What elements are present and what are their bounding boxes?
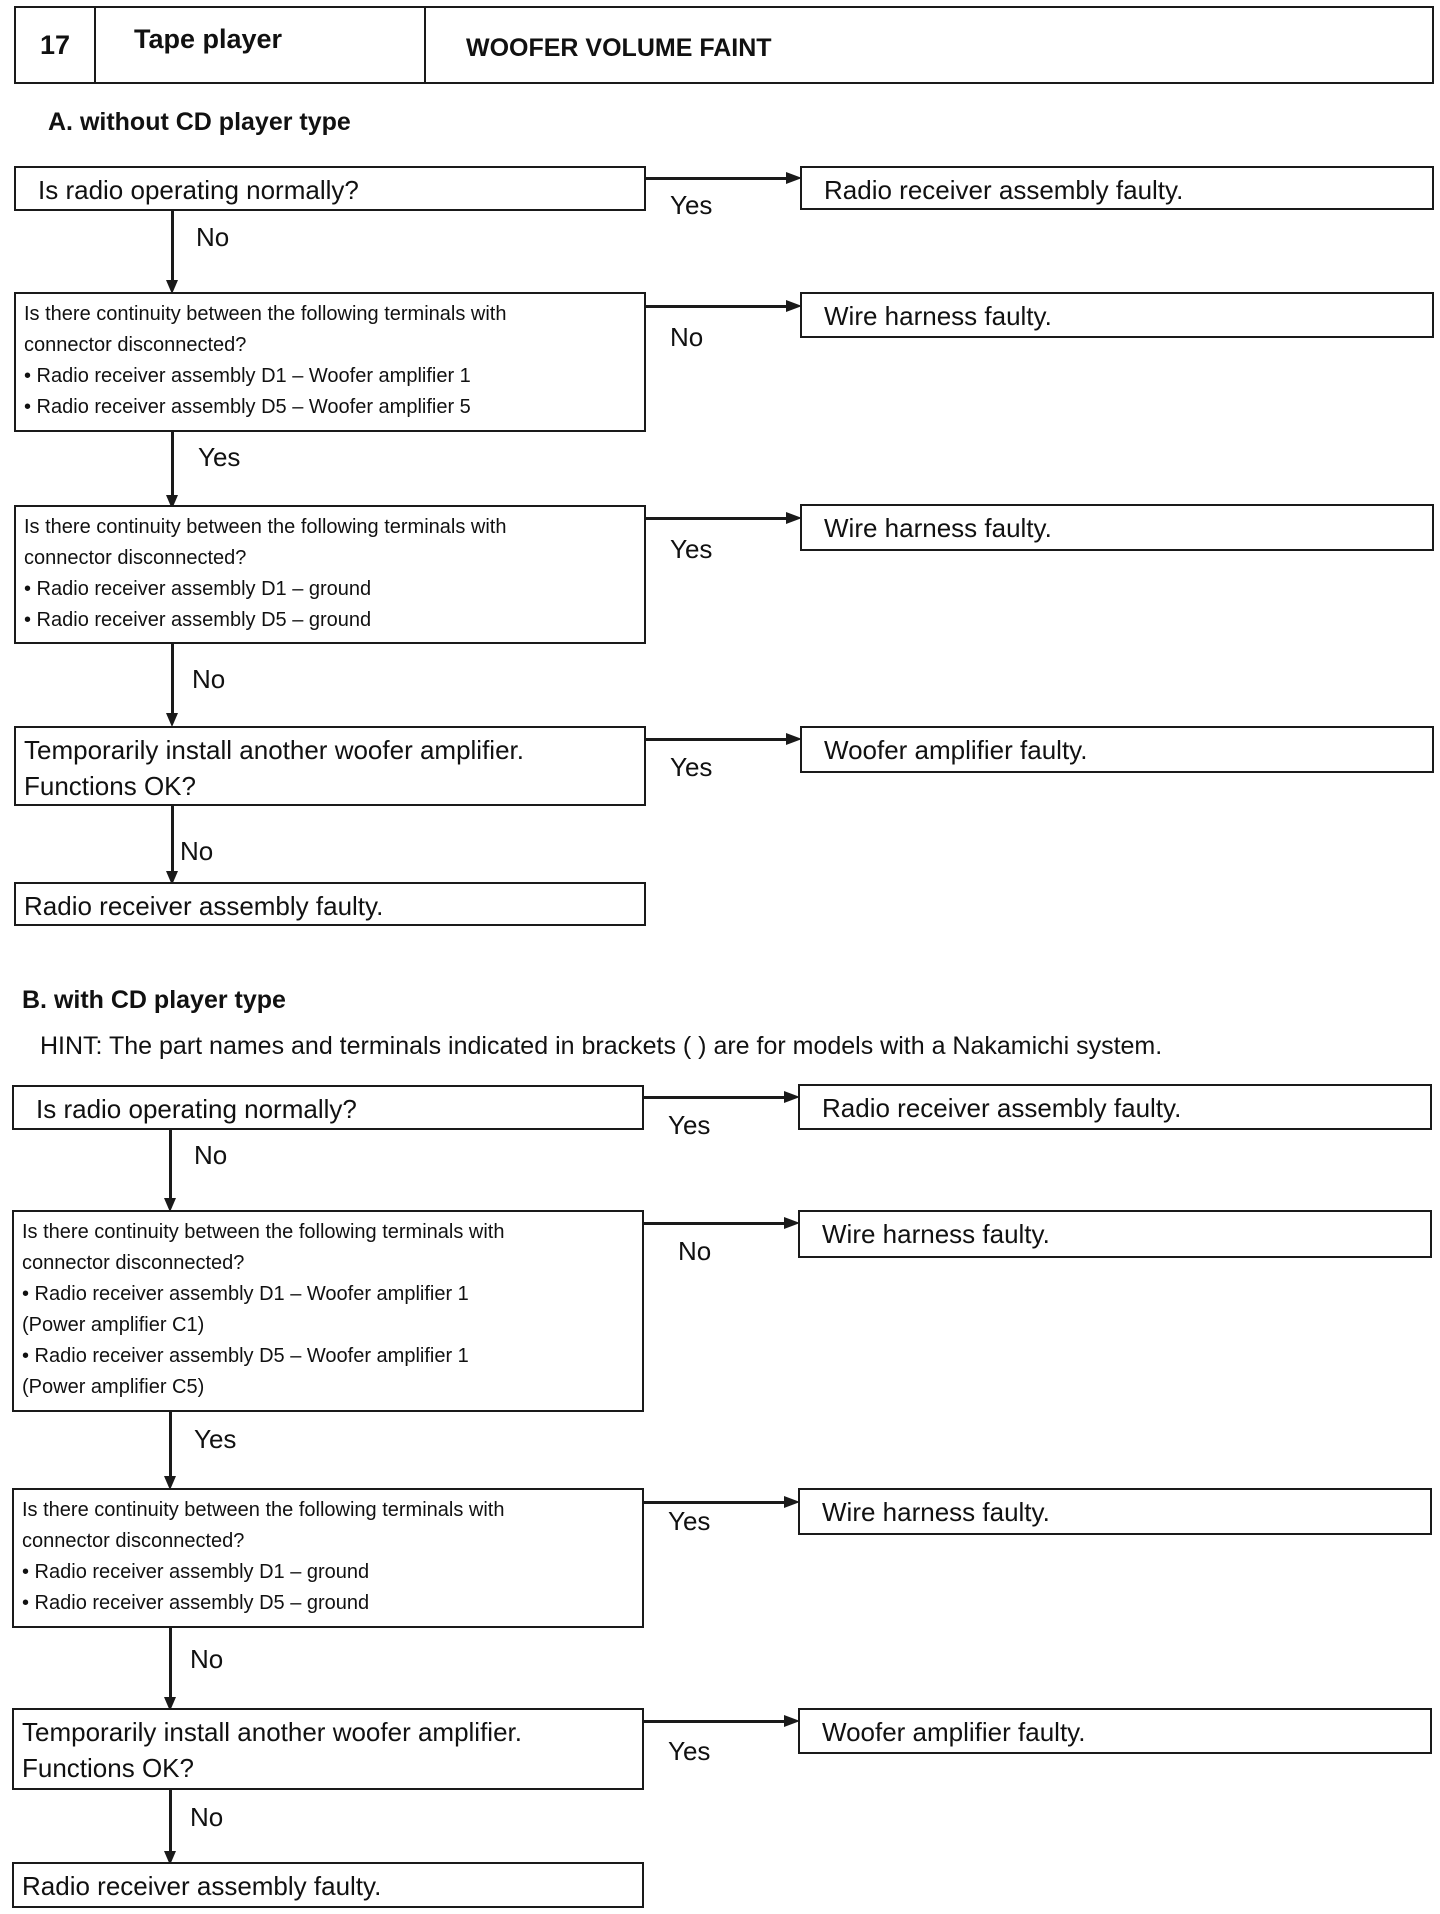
b-q3-no-line xyxy=(169,1628,172,1702)
b-q1-no-label: No xyxy=(194,1140,228,1170)
a-q3-yes-label: Yes xyxy=(670,534,713,564)
b-question-continuity-woofer xyxy=(12,1210,644,1412)
a-q2-yes-line xyxy=(171,432,174,500)
b-q1-no-line xyxy=(169,1130,172,1203)
a-q3-line-4: • Radio receiver assembly D5 – ground xyxy=(24,609,372,631)
section-b-title: B. with CD player type xyxy=(22,986,286,1014)
b-q3-line-2: connector disconnected? xyxy=(22,1530,245,1552)
a-q4-yes-label: Yes xyxy=(670,752,713,782)
a-q2-no-arrow-line xyxy=(646,305,796,308)
a-q1-yes-arrow-line xyxy=(646,177,796,180)
b-q1-text: Is radio operating normally? xyxy=(36,1094,357,1124)
a-r4-text: Woofer amplifier faulty. xyxy=(824,735,1088,765)
a-q1-no-line xyxy=(171,211,174,285)
b-question-radio-normal xyxy=(12,1085,644,1130)
b-q4-no-label: No xyxy=(190,1802,224,1832)
header-bar xyxy=(14,6,1434,84)
a-result-radio-receiver-faulty-1 xyxy=(800,166,1434,210)
a-final-text: Radio receiver assembly faulty. xyxy=(24,891,384,921)
b-q1-yes-arrow-line xyxy=(644,1096,794,1099)
a-q2-line-1: Is there continuity between the following terminals with xyxy=(24,303,507,325)
b-q3-yes-label: Yes xyxy=(668,1506,711,1536)
a-question-continuity-woofer xyxy=(14,292,646,432)
b-q2-line-5: • Radio receiver assembly D5 – Woofer amplifier 1 xyxy=(22,1345,469,1367)
a-q2-no-label: No xyxy=(670,322,704,352)
b-q3-line-4: • Radio receiver assembly D5 – ground xyxy=(22,1592,370,1614)
b-q4-no-line xyxy=(169,1790,172,1856)
a-q4-no-line xyxy=(171,806,174,876)
a-result-woofer-amplifier-faulty xyxy=(800,726,1434,773)
b-result-radio-receiver-faulty-1 xyxy=(798,1084,1432,1130)
b-q2-no-arrow-line xyxy=(644,1222,794,1225)
a-q4-yes-arrow-line xyxy=(646,738,796,741)
b-final-text: Radio receiver assembly faulty. xyxy=(22,1871,382,1901)
header-number xyxy=(16,8,96,82)
a-result-radio-receiver-faulty-final xyxy=(14,882,646,926)
b-r3-text: Wire harness faulty. xyxy=(822,1497,1050,1527)
b-q4-line-2: Functions OK? xyxy=(22,1753,194,1783)
b-q2-line-1: Is there continuity between the following terminals with xyxy=(22,1221,505,1243)
header-symptom-text: WOOFER VOLUME FAINT xyxy=(466,33,772,62)
a-q4-line-1: Temporarily install another woofer amplifier. xyxy=(24,735,524,765)
header-symptom xyxy=(426,8,1432,82)
b-result-wire-harness-faulty-1 xyxy=(798,1210,1432,1258)
b-r2-text: Wire harness faulty. xyxy=(822,1219,1050,1249)
a-q2-line-2: connector disconnected? xyxy=(24,334,247,356)
a-q2-yes-label: Yes xyxy=(198,442,241,472)
a-q3-line-1: Is there continuity between the following terminals with xyxy=(24,516,507,538)
section-a-title: A. without CD player type xyxy=(48,108,351,136)
a-q3-yes-arrow-line xyxy=(646,517,796,520)
b-q3-yes-arrow-line xyxy=(644,1501,794,1504)
b-q4-line-1: Temporarily install another woofer amplifier. xyxy=(22,1717,522,1747)
b-q3-no-label: No xyxy=(190,1644,224,1674)
a-q3-no-arrowhead xyxy=(166,713,178,727)
b-r1-text: Radio receiver assembly faulty. xyxy=(822,1093,1182,1123)
a-q1-text: Is radio operating normally? xyxy=(38,175,359,205)
a-q4-no-label: No xyxy=(180,836,214,866)
a-q2-line-3: • Radio receiver assembly D1 – Woofer amplifier 1 xyxy=(24,365,471,387)
a-q3-no-line xyxy=(171,644,174,718)
b-q3-line-1: Is there continuity between the following terminals with xyxy=(22,1499,505,1521)
b-q4-yes-arrow-line xyxy=(644,1720,794,1723)
a-r3-text: Wire harness faulty. xyxy=(824,513,1052,543)
b-q2-line-3: • Radio receiver assembly D1 – Woofer amplifier 1 xyxy=(22,1283,469,1305)
b-q2-line-4: (Power amplifier C1) xyxy=(22,1314,205,1336)
section-b-hint: HINT: The part names and terminals indicated in brackets ( ) are for models with a Nakamichi system. xyxy=(40,1032,1163,1060)
b-question-continuity-ground xyxy=(12,1488,644,1628)
b-r4-text: Woofer amplifier faulty. xyxy=(822,1717,1086,1747)
b-result-woofer-amplifier-faulty xyxy=(798,1708,1432,1754)
a-question-continuity-ground xyxy=(14,505,646,644)
a-q4-line-2: Functions OK? xyxy=(24,771,196,801)
b-q2-no-label: No xyxy=(678,1236,712,1266)
header-system-text: Tape player xyxy=(134,24,283,54)
a-q3-line-3: • Radio receiver assembly D1 – ground xyxy=(24,578,372,600)
a-question-temporary-amplifier xyxy=(14,726,646,806)
b-question-temporary-amplifier xyxy=(12,1708,644,1790)
a-result-wire-harness-faulty-2 xyxy=(800,504,1434,551)
a-q3-no-label: No xyxy=(192,664,226,694)
b-q1-yes-label: Yes xyxy=(668,1110,711,1140)
a-r2-text: Wire harness faulty. xyxy=(824,301,1052,331)
b-result-radio-receiver-faulty-final xyxy=(12,1862,644,1908)
b-q2-yes-label: Yes xyxy=(194,1424,237,1454)
b-q2-yes-line xyxy=(169,1412,172,1481)
b-q2-line-2: connector disconnected? xyxy=(22,1252,245,1274)
a-q2-line-4: • Radio receiver assembly D5 – Woofer amplifier 5 xyxy=(24,396,471,418)
a-q1-no-label: No xyxy=(196,222,230,252)
b-q3-line-3: • Radio receiver assembly D1 – ground xyxy=(22,1561,370,1583)
a-q3-line-2: connector disconnected? xyxy=(24,547,247,569)
a-result-wire-harness-faulty-1 xyxy=(800,292,1434,338)
a-q1-yes-label: Yes xyxy=(670,190,713,220)
b-q2-line-6: (Power amplifier C5) xyxy=(22,1376,205,1398)
header-system xyxy=(96,8,426,82)
b-result-wire-harness-faulty-2 xyxy=(798,1488,1432,1535)
a-r1-text: Radio receiver assembly faulty. xyxy=(824,175,1184,205)
a-question-radio-normal xyxy=(14,166,646,211)
header-number-text: 17 xyxy=(39,29,71,60)
b-q4-yes-label: Yes xyxy=(668,1736,711,1766)
